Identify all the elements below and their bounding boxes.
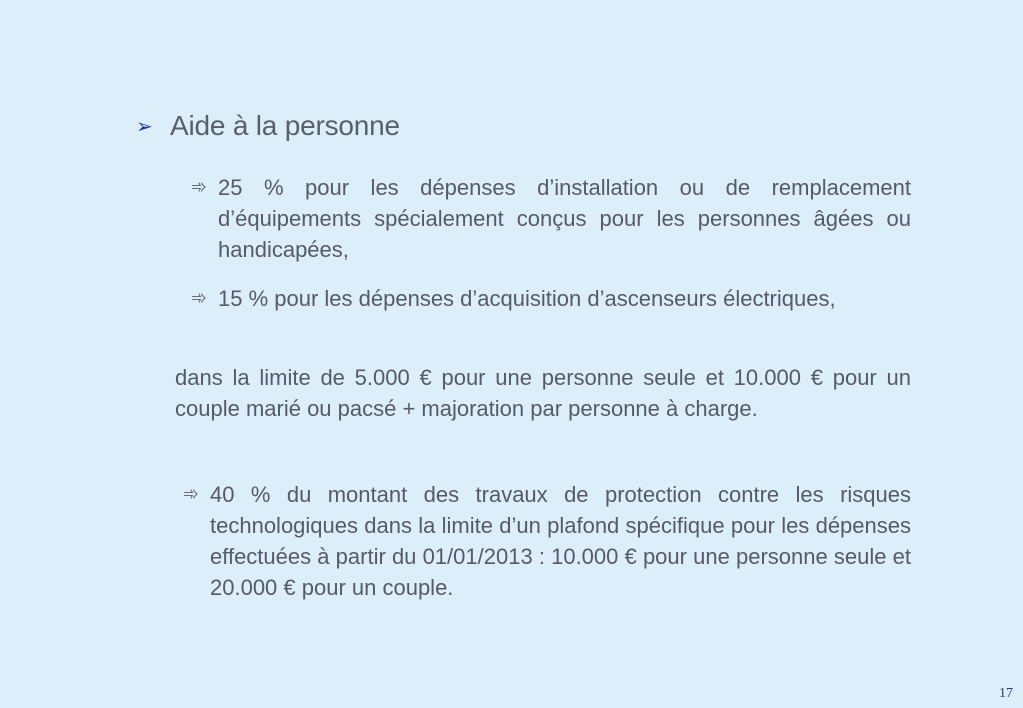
list-item bbox=[183, 479, 911, 603]
list-item-text: 25 % pour les dépenses d’installation ou de remplacement d’équipements spécialement conçus pour les personnes âgées ou handicapées, bbox=[218, 175, 911, 262]
heading-row bbox=[136, 110, 400, 142]
heading-text: Aide à la personne bbox=[170, 110, 400, 141]
outlined-arrow-bullet-icon: ➾ bbox=[191, 288, 207, 309]
list-item-text: 15 % pour les dépenses d’acquisition d’ascenseurs électriques, bbox=[218, 286, 836, 311]
limit-note: dans la limite de 5.000 € pour une personne seule et 10.000 € pour un couple marié ou pacsé + majoration par personne à charge. bbox=[175, 365, 911, 421]
list-item-text: 40 % du montant des travaux de protection contre les risques technologiques dans la limite d’un plafond spécifique pour les dépenses effectuées à partir du 01/01/2013 : 10.000 € pour une personne seule et 20.000 € pour un couple. bbox=[210, 482, 911, 600]
page-number: 17 bbox=[999, 686, 1013, 701]
outlined-arrow-bullet-icon: ➾ bbox=[183, 484, 199, 505]
outlined-arrow-bullet-icon: ➾ bbox=[191, 177, 207, 198]
list-item bbox=[191, 172, 911, 265]
list-item bbox=[191, 283, 911, 314]
arrowhead-bullet-icon: ➢ bbox=[136, 115, 153, 138]
